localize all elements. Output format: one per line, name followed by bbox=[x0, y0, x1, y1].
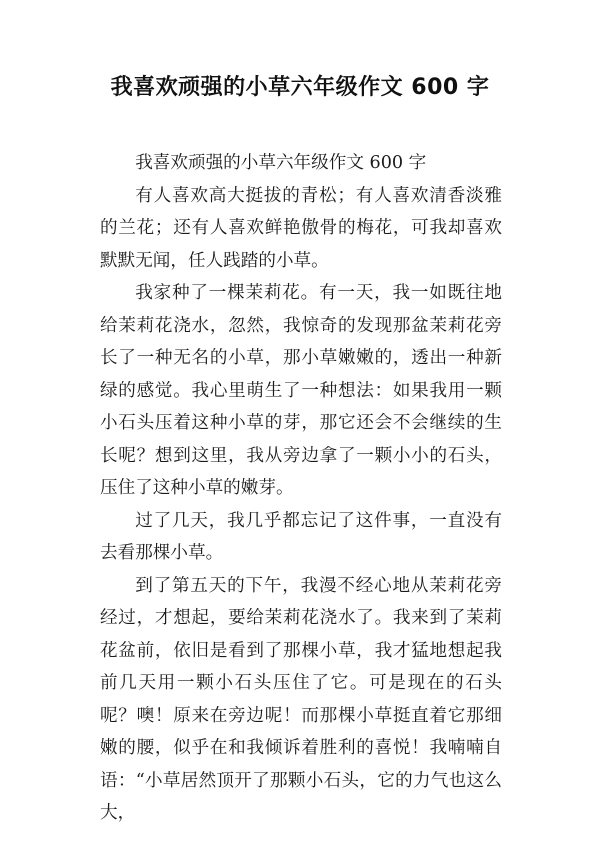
document-title: 我喜欢顽强的小草六年级作文 600 字 bbox=[110, 75, 490, 100]
paragraph-4: 到了第五天的下午，我漫不经心地从茉莉花旁经过，才想起，要给茉莉花浇水了。我来到了茉莉花盆前，依旧是看到了那棵小草，我才猛地想起我前几天用一颗小石头压住了它。可是现在的石头呢？噢！原来在旁边呢！而那棵小草挺直着它那细嫩的腰，似乎在和我倾诉着胜利的喜悦！我喃喃自语：“小草居然顶开了那颗小石头，它的力气也这么大， bbox=[100, 575, 502, 823]
paragraph-1: 有人喜欢高大挺拔的青松；有人喜欢清香淡雅的兰花；还有人喜欢鲜艳傲骨的梅花，可我却喜欢默默无闻，任人践踏的小草。 bbox=[100, 185, 502, 271]
paragraph-2: 我家种了一棵茉莉花。有一天，我一如既往地给茉莉花浇水，忽然，我惊奇的发现那盆茉莉花旁长了一种无名的小草，那小草嫩嫩的，透出一种新绿的感觉。我心里萌生了一种想法：如果我用一颗小石头压着这种小草的芽，那它还会不会继续的生长呢？想到这里，我从旁边拿了一颗小小的石头，压住了这种小草的嫩芽。 bbox=[100, 283, 502, 498]
paragraph-3: 过了几天，我几乎都忘记了这件事，一直没有去看那棵小草。 bbox=[100, 510, 502, 563]
document-body bbox=[100, 147, 502, 830]
document-subtitle: 我喜欢顽强的小草六年级作文 600 字 bbox=[135, 153, 427, 173]
